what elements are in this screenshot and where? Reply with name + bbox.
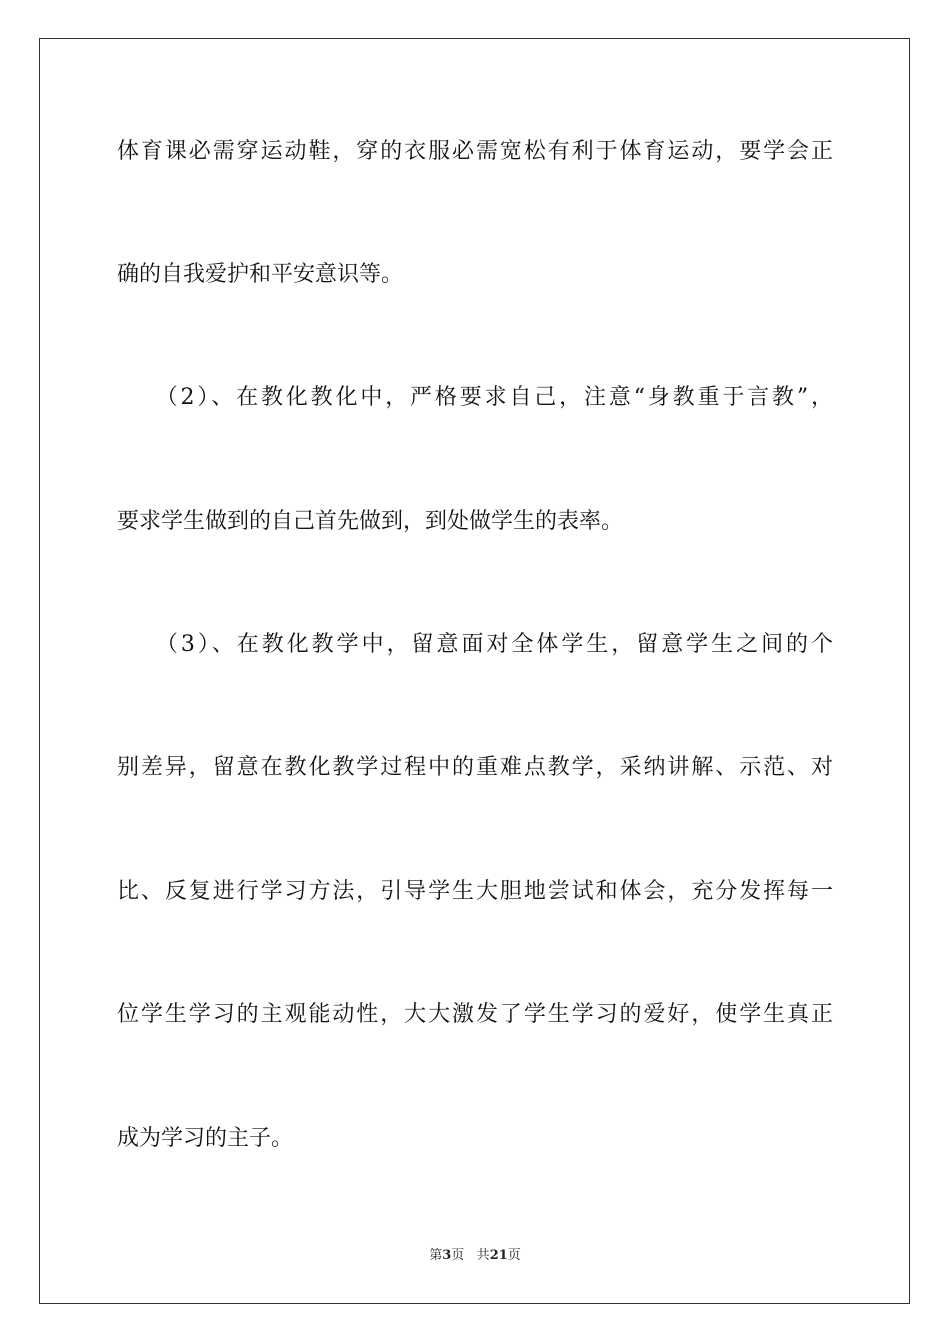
page-total: 21 — [489, 1248, 508, 1263]
page-suffix: 页 — [451, 1248, 465, 1263]
paragraph-line: 位学生学习的主观能动性，大大激发了学生学习的爱好，使学生真正 — [117, 1002, 833, 1027]
paragraph-line: 比、反复进行学习方法，引导学生大胆地尝试和体会，充分发挥每一 — [117, 879, 833, 904]
paragraph-line: 成为学习的主子。 — [117, 1126, 294, 1151]
page-current: 3 — [442, 1248, 452, 1263]
total-prefix: 共 — [476, 1248, 490, 1263]
paragraph-line: （3）、在教化教学中，留意面对全体学生，留意学生之间的个 — [117, 632, 833, 657]
page-footer — [0, 1247, 950, 1265]
paragraph-line: 确的自我爱护和平安意识等。 — [117, 262, 404, 287]
paragraph-line: 要求学生做到的自己首先做到，到处做学生的表率。 — [117, 509, 624, 534]
page-prefix: 第 — [429, 1248, 443, 1263]
paragraph-line: （2）、在教化教化中，严格要求自己，注意“身教重于言教”， — [117, 385, 833, 410]
paragraph-line: 别差异，留意在教化教学过程中的重难点教学，采纳讲解、示范、对 — [117, 755, 833, 780]
total-suffix: 页 — [507, 1248, 521, 1263]
page-border — [39, 38, 910, 1304]
paragraph-line: 体育课必需穿运动鞋，穿的衣服必需宽松有利于体育运动，要学会正 — [117, 139, 833, 164]
